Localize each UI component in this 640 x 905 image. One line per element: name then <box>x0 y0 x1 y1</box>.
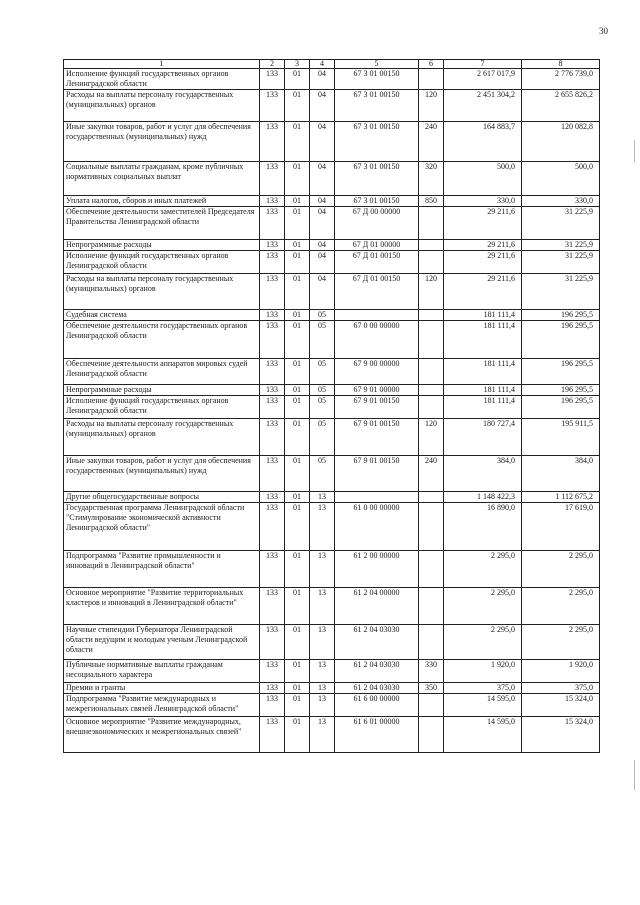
table-row <box>64 385 600 396</box>
column-header: 8 <box>522 60 600 69</box>
amount-year2-cell: 15 324,0 <box>522 717 600 753</box>
amount-year2-cell: 195 911,5 <box>522 419 600 456</box>
row-name-cell: Расходы на выплаты персоналу государственных (муниципальных) органов <box>64 90 260 122</box>
table-row <box>64 419 600 456</box>
expense-type-cell <box>419 396 444 419</box>
section-cell: 01 <box>285 396 310 419</box>
scan-mark <box>634 140 635 162</box>
target-article-cell: 67 0 00 00000 <box>335 321 419 359</box>
amount-year2-cell: 2 655 826,2 <box>522 90 600 122</box>
amount-year1-cell: 384,0 <box>444 456 522 492</box>
expense-type-cell: 120 <box>419 90 444 122</box>
subsection-cell: 04 <box>310 207 335 240</box>
amount-year2-cell: 17 619,0 <box>522 503 600 551</box>
table-row <box>64 359 600 385</box>
row-name-cell: Расходы на выплаты персоналу государственных (муниципальных) органов <box>64 419 260 456</box>
row-name-cell: Расходы на выплаты персоналу государственных (муниципальных) органов <box>64 274 260 310</box>
table-row <box>64 196 600 207</box>
row-name-cell: Социальные выплаты гражданам, кроме публичных нормативных социальных выплат <box>64 162 260 196</box>
budget-table <box>63 59 600 753</box>
admin-code-cell: 133 <box>260 456 285 492</box>
expense-type-cell <box>419 385 444 396</box>
subsection-cell: 04 <box>310 274 335 310</box>
row-name-cell: Государственная программа Ленинградской области "Стимулирование экономической активности Ленинградской области" <box>64 503 260 551</box>
target-article-cell: 67 3 01 00150 <box>335 162 419 196</box>
row-name-cell: Премии и гранты <box>64 683 260 694</box>
table-row <box>64 551 600 588</box>
subsection-cell: 04 <box>310 90 335 122</box>
section-cell: 01 <box>285 321 310 359</box>
amount-year1-cell: 2 295,0 <box>444 625 522 660</box>
table-row <box>64 207 600 240</box>
admin-code-cell: 133 <box>260 683 285 694</box>
amount-year1-cell: 180 727,4 <box>444 419 522 456</box>
row-name-cell: Непрограммные расходы <box>64 240 260 251</box>
row-name-cell: Основное мероприятие "Развитие территориальных кластеров и инноваций в Ленинградской области" <box>64 588 260 625</box>
amount-year1-cell: 500,0 <box>444 162 522 196</box>
expense-type-cell <box>419 69 444 90</box>
section-cell: 01 <box>285 551 310 588</box>
subsection-cell: 04 <box>310 240 335 251</box>
row-name-cell: Иные закупки товаров, работ и услуг для обеспечения государственных (муниципальных) нужд <box>64 122 260 162</box>
table-row <box>64 396 600 419</box>
target-article-cell: 61 2 04 03030 <box>335 683 419 694</box>
target-article-cell: 67 Д 00 00000 <box>335 207 419 240</box>
admin-code-cell: 133 <box>260 310 285 321</box>
table-row <box>64 162 600 196</box>
amount-year2-cell: 196 295,5 <box>522 359 600 385</box>
table-row <box>64 588 600 625</box>
subsection-cell: 04 <box>310 122 335 162</box>
row-name-cell: Обеспечение деятельности аппаратов мировых судей Ленинградской области <box>64 359 260 385</box>
subsection-cell: 04 <box>310 251 335 274</box>
target-article-cell: 67 9 01 00000 <box>335 385 419 396</box>
amount-year2-cell: 31 225,9 <box>522 274 600 310</box>
column-header: 4 <box>310 60 335 69</box>
expense-type-cell <box>419 492 444 503</box>
expense-type-cell: 120 <box>419 419 444 456</box>
target-article-cell: 67 Д 01 00000 <box>335 240 419 251</box>
amount-year1-cell: 181 111,4 <box>444 321 522 359</box>
target-article-cell: 67 3 01 00150 <box>335 196 419 207</box>
target-article-cell: 61 2 04 00000 <box>335 588 419 625</box>
table-row <box>64 310 600 321</box>
expense-type-cell <box>419 503 444 551</box>
target-article-cell: 61 2 04 03030 <box>335 660 419 683</box>
subsection-cell: 05 <box>310 321 335 359</box>
amount-year1-cell: 16 890,0 <box>444 503 522 551</box>
section-cell: 01 <box>285 503 310 551</box>
target-article-cell: 61 2 04 03030 <box>335 625 419 660</box>
admin-code-cell: 133 <box>260 588 285 625</box>
target-article-cell: 67 Д 01 00150 <box>335 251 419 274</box>
amount-year1-cell: 2 451 304,2 <box>444 90 522 122</box>
amount-year1-cell: 181 111,4 <box>444 359 522 385</box>
amount-year2-cell: 31 225,9 <box>522 240 600 251</box>
row-name-cell: Обеспечение деятельности государственных органов Ленинградской области <box>64 321 260 359</box>
table-row <box>64 122 600 162</box>
subsection-cell: 05 <box>310 310 335 321</box>
target-article-cell <box>335 492 419 503</box>
admin-code-cell: 133 <box>260 419 285 456</box>
table-row <box>64 492 600 503</box>
section-cell: 01 <box>285 240 310 251</box>
amount-year1-cell: 2 617 017,9 <box>444 69 522 90</box>
column-header: 5 <box>335 60 419 69</box>
row-name-cell: Судебная система <box>64 310 260 321</box>
table-row <box>64 321 600 359</box>
amount-year1-cell: 181 111,4 <box>444 385 522 396</box>
expense-type-cell <box>419 207 444 240</box>
expense-type-cell: 850 <box>419 196 444 207</box>
table-row <box>64 625 600 660</box>
admin-code-cell: 133 <box>260 196 285 207</box>
row-name-cell: Научные стипендии Губернатора Ленинградской области ведущим и молодым ученым Ленинградской области <box>64 625 260 660</box>
target-article-cell: 67 9 01 00150 <box>335 396 419 419</box>
column-header: 3 <box>285 60 310 69</box>
target-article-cell: 61 2 00 00000 <box>335 551 419 588</box>
row-name-cell: Уплата налогов, сборов и иных платежей <box>64 196 260 207</box>
table-row <box>64 717 600 753</box>
expense-type-cell <box>419 588 444 625</box>
table-row <box>64 660 600 683</box>
amount-year2-cell: 196 295,5 <box>522 385 600 396</box>
admin-code-cell: 133 <box>260 240 285 251</box>
column-header: 1 <box>64 60 260 69</box>
section-cell: 01 <box>285 683 310 694</box>
amount-year2-cell: 330,0 <box>522 196 600 207</box>
row-name-cell: Публичные нормативные выплаты гражданам несоциального характера <box>64 660 260 683</box>
section-cell: 01 <box>285 207 310 240</box>
admin-code-cell: 133 <box>260 396 285 419</box>
admin-code-cell: 133 <box>260 359 285 385</box>
expense-type-cell <box>419 551 444 588</box>
amount-year2-cell: 500,0 <box>522 162 600 196</box>
table-row <box>64 251 600 274</box>
subsection-cell: 04 <box>310 196 335 207</box>
amount-year1-cell: 181 111,4 <box>444 310 522 321</box>
amount-year2-cell: 196 295,5 <box>522 396 600 419</box>
target-article-cell: 67 3 01 00150 <box>335 69 419 90</box>
expense-type-cell <box>419 359 444 385</box>
target-article-cell: 67 3 01 00150 <box>335 90 419 122</box>
amount-year1-cell: 1 148 422,3 <box>444 492 522 503</box>
subsection-cell: 05 <box>310 359 335 385</box>
amount-year2-cell: 2 295,0 <box>522 588 600 625</box>
admin-code-cell: 133 <box>260 503 285 551</box>
amount-year2-cell: 2 295,0 <box>522 625 600 660</box>
target-article-cell: 67 9 01 00150 <box>335 419 419 456</box>
amount-year2-cell: 2 295,0 <box>522 551 600 588</box>
admin-code-cell: 133 <box>260 122 285 162</box>
target-article-cell <box>335 310 419 321</box>
row-name-cell: Подпрограмма "Развитие международных и межрегиональных связей Ленинградской области" <box>64 694 260 717</box>
row-name-cell: Исполнение функций государственных органов Ленинградской области <box>64 251 260 274</box>
admin-code-cell: 133 <box>260 717 285 753</box>
amount-year1-cell: 29 211,6 <box>444 251 522 274</box>
subsection-cell: 04 <box>310 69 335 90</box>
amount-year2-cell: 384,0 <box>522 456 600 492</box>
amount-year2-cell: 196 295,5 <box>522 310 600 321</box>
subsection-cell: 13 <box>310 503 335 551</box>
amount-year1-cell: 164 883,7 <box>444 122 522 162</box>
admin-code-cell: 133 <box>260 321 285 359</box>
row-name-cell: Подпрограмма "Развитие промышленности и инноваций в Ленинградской области" <box>64 551 260 588</box>
admin-code-cell: 133 <box>260 492 285 503</box>
section-cell: 01 <box>285 196 310 207</box>
section-cell: 01 <box>285 456 310 492</box>
row-name-cell: Непрограммные расходы <box>64 385 260 396</box>
header-row <box>64 60 600 69</box>
page-number: 30 <box>599 26 608 36</box>
target-article-cell: 67 Д 01 00150 <box>335 274 419 310</box>
target-article-cell: 67 9 00 00000 <box>335 359 419 385</box>
amount-year2-cell: 31 225,9 <box>522 251 600 274</box>
table-row <box>64 69 600 90</box>
section-cell: 01 <box>285 717 310 753</box>
target-article-cell: 61 6 00 00000 <box>335 694 419 717</box>
amount-year2-cell: 375,0 <box>522 683 600 694</box>
table-row <box>64 503 600 551</box>
subsection-cell: 05 <box>310 419 335 456</box>
amount-year1-cell: 14 595,0 <box>444 694 522 717</box>
target-article-cell: 67 9 01 00150 <box>335 456 419 492</box>
section-cell: 01 <box>285 385 310 396</box>
row-name-cell: Иные закупки товаров, работ и услуг для обеспечения государственных (муниципальных) нужд <box>64 456 260 492</box>
amount-year2-cell: 120 082,8 <box>522 122 600 162</box>
table-row <box>64 274 600 310</box>
expense-type-cell <box>419 321 444 359</box>
admin-code-cell: 133 <box>260 69 285 90</box>
expense-type-cell: 240 <box>419 122 444 162</box>
admin-code-cell: 133 <box>260 251 285 274</box>
row-name-cell: Другие общегосударственные вопросы <box>64 492 260 503</box>
subsection-cell: 13 <box>310 717 335 753</box>
scan-mark <box>634 760 635 790</box>
expense-type-cell <box>419 251 444 274</box>
target-article-cell: 67 3 01 00150 <box>335 122 419 162</box>
section-cell: 01 <box>285 251 310 274</box>
section-cell: 01 <box>285 419 310 456</box>
subsection-cell: 13 <box>310 588 335 625</box>
subsection-cell: 04 <box>310 162 335 196</box>
subsection-cell: 13 <box>310 694 335 717</box>
admin-code-cell: 133 <box>260 660 285 683</box>
subsection-cell: 13 <box>310 660 335 683</box>
expense-type-cell <box>419 625 444 660</box>
section-cell: 01 <box>285 492 310 503</box>
admin-code-cell: 133 <box>260 625 285 660</box>
subsection-cell: 13 <box>310 492 335 503</box>
admin-code-cell: 133 <box>260 90 285 122</box>
section-cell: 01 <box>285 660 310 683</box>
table-row <box>64 683 600 694</box>
section-cell: 01 <box>285 625 310 660</box>
row-name-cell: Исполнение функций государственных органов Ленинградской области <box>64 69 260 90</box>
table-row <box>64 240 600 251</box>
admin-code-cell: 133 <box>260 551 285 588</box>
section-cell: 01 <box>285 274 310 310</box>
table-row <box>64 694 600 717</box>
subsection-cell: 13 <box>310 625 335 660</box>
expense-type-cell <box>419 694 444 717</box>
column-header: 6 <box>419 60 444 69</box>
expense-type-cell <box>419 717 444 753</box>
target-article-cell: 61 6 01 00000 <box>335 717 419 753</box>
amount-year2-cell: 31 225,9 <box>522 207 600 240</box>
column-header: 2 <box>260 60 285 69</box>
subsection-cell: 05 <box>310 456 335 492</box>
section-cell: 01 <box>285 162 310 196</box>
admin-code-cell: 133 <box>260 385 285 396</box>
amount-year1-cell: 29 211,6 <box>444 240 522 251</box>
target-article-cell: 61 0 00 00000 <box>335 503 419 551</box>
admin-code-cell: 133 <box>260 274 285 310</box>
amount-year1-cell: 330,0 <box>444 196 522 207</box>
admin-code-cell: 133 <box>260 207 285 240</box>
subsection-cell: 13 <box>310 683 335 694</box>
row-name-cell: Обеспечение деятельности заместителей Председателя Правительства Ленинградской области <box>64 207 260 240</box>
amount-year2-cell: 196 295,5 <box>522 321 600 359</box>
section-cell: 01 <box>285 90 310 122</box>
amount-year1-cell: 1 920,0 <box>444 660 522 683</box>
expense-type-cell <box>419 310 444 321</box>
amount-year2-cell: 1 112 675,2 <box>522 492 600 503</box>
column-header: 7 <box>444 60 522 69</box>
row-name-cell: Основное мероприятие "Развитие международных, внешнеэкономических и межрегиональных связей" <box>64 717 260 753</box>
amount-year2-cell: 1 920,0 <box>522 660 600 683</box>
admin-code-cell: 133 <box>260 162 285 196</box>
amount-year1-cell: 2 295,0 <box>444 588 522 625</box>
expense-type-cell: 330 <box>419 660 444 683</box>
expense-type-cell: 120 <box>419 274 444 310</box>
section-cell: 01 <box>285 588 310 625</box>
section-cell: 01 <box>285 359 310 385</box>
amount-year1-cell: 14 595,0 <box>444 717 522 753</box>
table-row <box>64 90 600 122</box>
expense-type-cell: 350 <box>419 683 444 694</box>
table-row <box>64 456 600 492</box>
row-name-cell: Исполнение функций государственных органов Ленинградской области <box>64 396 260 419</box>
subsection-cell: 05 <box>310 396 335 419</box>
amount-year1-cell: 29 211,6 <box>444 274 522 310</box>
expense-type-cell <box>419 240 444 251</box>
expense-type-cell: 320 <box>419 162 444 196</box>
section-cell: 01 <box>285 694 310 717</box>
amount-year1-cell: 375,0 <box>444 683 522 694</box>
amount-year1-cell: 29 211,6 <box>444 207 522 240</box>
expense-type-cell: 240 <box>419 456 444 492</box>
subsection-cell: 13 <box>310 551 335 588</box>
section-cell: 01 <box>285 310 310 321</box>
subsection-cell: 05 <box>310 385 335 396</box>
section-cell: 01 <box>285 69 310 90</box>
section-cell: 01 <box>285 122 310 162</box>
amount-year1-cell: 181 111,4 <box>444 396 522 419</box>
amount-year1-cell: 2 295,0 <box>444 551 522 588</box>
admin-code-cell: 133 <box>260 694 285 717</box>
amount-year2-cell: 2 776 739,0 <box>522 69 600 90</box>
amount-year2-cell: 15 324,0 <box>522 694 600 717</box>
